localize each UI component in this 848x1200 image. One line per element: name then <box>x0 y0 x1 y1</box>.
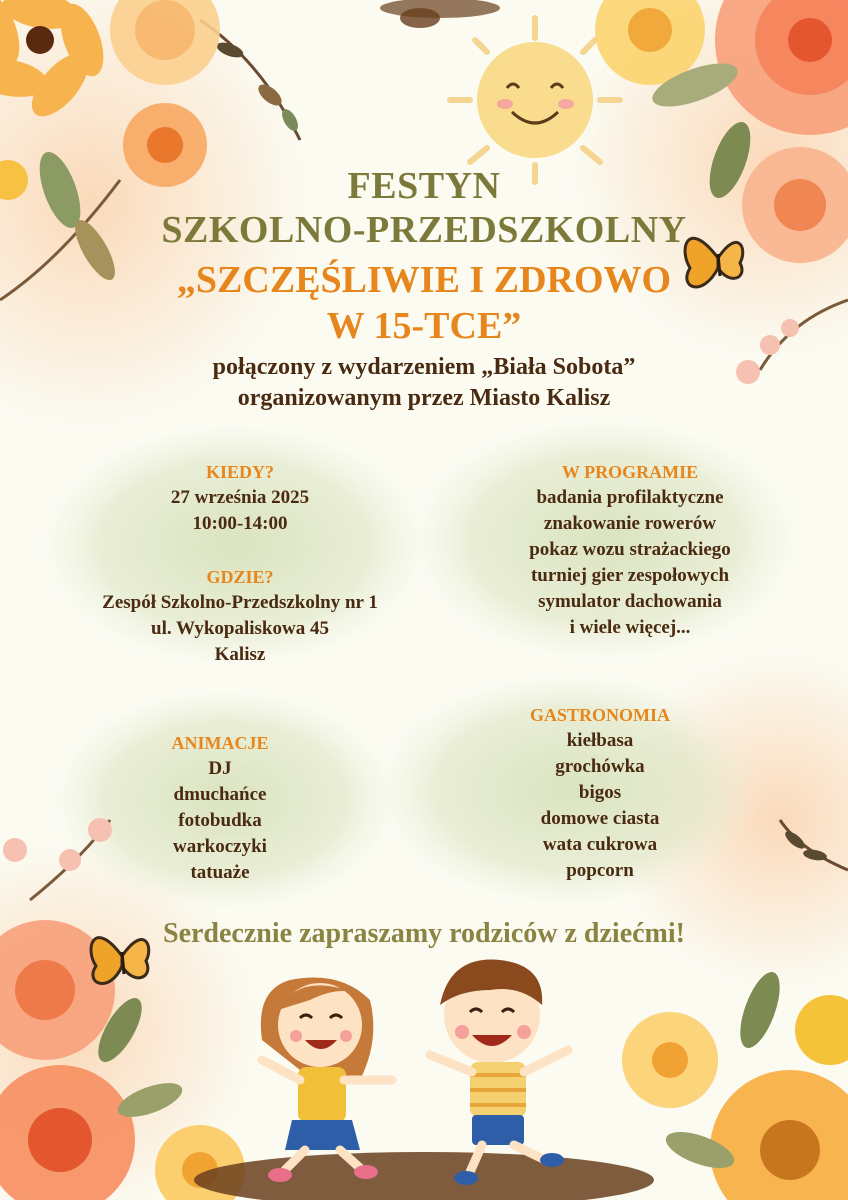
where-line: Kalisz <box>214 644 266 665</box>
gastronomy-item: bigos <box>578 782 622 803</box>
program-item: pokaz wozu strażackiego <box>529 539 731 560</box>
animations-heading: ANIMACJE <box>171 733 269 753</box>
girl-illustration <box>261 978 392 1183</box>
program-item: symulator dachowania <box>538 591 722 612</box>
where-line: ul. Wykopaliskowa 45 <box>151 618 329 639</box>
invitation-text: Serdecznie zapraszamy rodziców z dziećmi! <box>163 918 685 949</box>
title-line-3: „SZCZĘŚLIWIE I ZDROWO <box>176 259 672 301</box>
animation-item: fotobudka <box>178 810 262 831</box>
program-section <box>480 459 780 641</box>
subtitle-line-2: organizowanym przez Miasto Kalisz <box>237 385 611 411</box>
gastronomy-item: kiełbasa <box>566 730 634 751</box>
gastronomy-item: wata cukrowa <box>542 834 658 855</box>
animation-item: DJ <box>208 758 232 779</box>
when-section <box>100 459 380 537</box>
gastronomy-item: grochówka <box>555 756 645 777</box>
animation-item: dmuchańce <box>173 784 267 805</box>
gastronomy-item: popcorn <box>566 860 634 881</box>
when-date: 27 września 2025 <box>170 487 310 508</box>
subtitle-line-1: połączony z wydarzeniem „Biała Sobota” <box>212 354 636 380</box>
gastronomy-heading: GASTRONOMIA <box>529 705 670 725</box>
program-item: znakowanie rowerów <box>543 513 717 534</box>
gastronomy-section <box>450 702 750 884</box>
animations-section <box>110 730 330 886</box>
title-line-4: W 15-TCE” <box>326 305 522 347</box>
when-time: 10:00-14:00 <box>192 513 288 534</box>
title-line-2: SZKOLNO-PRZEDSZKOLNY <box>161 209 687 251</box>
where-section <box>60 564 420 668</box>
animation-item: tatuaże <box>190 862 250 883</box>
where-heading: GDZIE? <box>206 567 274 587</box>
boy-illustration <box>430 960 568 1185</box>
when-heading: KIEDY? <box>205 462 274 482</box>
gastronomy-item: domowe ciasta <box>540 808 660 829</box>
title-line-1: FESTYN <box>347 165 501 207</box>
program-item: turniej gier zespołowych <box>530 565 730 586</box>
program-item: badania profilaktyczne <box>536 487 724 508</box>
animation-item: warkoczyki <box>173 836 267 857</box>
program-item: i wiele więcej... <box>569 617 691 638</box>
where-line: Zespół Szkolno-Przedszkolny nr 1 <box>102 592 378 613</box>
program-heading: W PROGRAMIE <box>561 462 699 482</box>
